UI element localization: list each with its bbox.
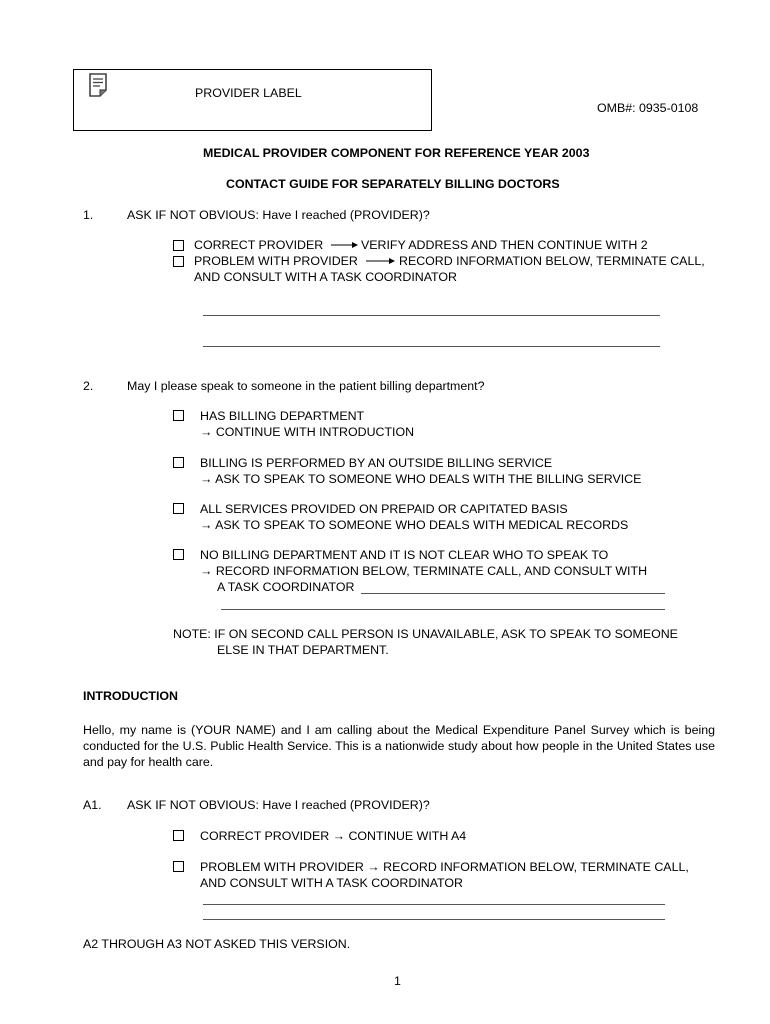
q2-opt1-action: → CONTINUE WITH INTRODUCTION <box>200 425 415 439</box>
q1-opt2-action-cont: AND CONSULT WITH A TASK COORDINATOR <box>194 270 457 284</box>
sub-title: CONTACT GUIDE FOR SEPARATELY BILLING DOCTORS <box>226 177 560 191</box>
a1-problem-provider-checkbox[interactable] <box>173 861 184 872</box>
a1-record-line-2[interactable] <box>203 919 665 920</box>
q2-has-billing-checkbox[interactable] <box>173 410 184 421</box>
introduction-text: Hello, my name is (YOUR NAME) and I am calling about the Medical Expenditure Panel Survey which is being conducted for the U.S. Public Health Service. This is a nationwide study about how people in the United States use and pay for health care. <box>83 723 715 769</box>
a1-correct-provider-checkbox[interactable] <box>173 830 184 841</box>
a2-a3-note: A2 THROUGH A3 NOT ASKED THIS VERSION. <box>83 937 351 951</box>
a1-opt2-cont: AND CONSULT WITH A TASK COORDINATOR <box>200 876 463 890</box>
q2-opt2-label: BILLING IS PERFORMED BY AN OUTSIDE BILLING SERVICE <box>200 456 553 470</box>
q2-prepaid-checkbox[interactable] <box>173 503 184 514</box>
q2-opt4-action-cont: A TASK COORDINATOR <box>217 580 355 594</box>
q1-opt1-label: CORRECT PROVIDER <box>194 238 324 252</box>
q2-opt4-label: NO BILLING DEPARTMENT AND IT IS NOT CLEAR WHO TO SPEAK TO <box>200 548 609 562</box>
a1-record-line-1[interactable] <box>203 904 665 905</box>
q2-opt2-action: → ASK TO SPEAK TO SOMEONE WHO DEALS WITH THE BILLING SERVICE <box>200 472 642 486</box>
right-arrow-icon <box>331 241 359 249</box>
omb-number: OMB#: 0935-0108 <box>597 101 699 115</box>
main-title: MEDICAL PROVIDER COMPONENT FOR REFERENCE YEAR 2003 <box>203 146 590 160</box>
a1-opt1: CORRECT PROVIDER → CONTINUE WITH A4 <box>200 829 467 843</box>
document-icon <box>88 72 110 98</box>
q2-record-line-2[interactable] <box>221 609 665 610</box>
q1-opt1-action: VERIFY ADDRESS AND THEN CONTINUE WITH 2 <box>361 238 648 252</box>
a1-number: A1. <box>83 798 102 812</box>
q2-opt4-action: → RECORD INFORMATION BELOW, TERMINATE CALL, AND CONSULT WITH <box>200 564 648 578</box>
a1-question: ASK IF NOT OBVIOUS: Have I reached (PROVIDER)? <box>127 798 430 812</box>
q1-problem-provider-checkbox[interactable] <box>173 256 184 267</box>
q2-opt3-action: → ASK TO SPEAK TO SOMEONE WHO DEALS WITH MEDICAL RECORDS <box>200 518 629 532</box>
a1-opt2: PROBLEM WITH PROVIDER → RECORD INFORMATION BELOW, TERMINATE CALL, <box>200 860 689 874</box>
right-arrow-icon <box>366 257 396 265</box>
q1-opt2-action: RECORD INFORMATION BELOW, TERMINATE CALL, <box>399 254 705 268</box>
introduction-heading: INTRODUCTION <box>83 689 178 703</box>
q2-number: 2. <box>83 379 94 393</box>
q2-note-line-1: NOTE: IF ON SECOND CALL PERSON IS UNAVAILABLE, ASK TO SPEAK TO SOMEONE <box>173 627 678 641</box>
q1-opt2-label: PROBLEM WITH PROVIDER <box>194 254 358 268</box>
page-number: 1 <box>394 974 401 988</box>
q2-question: May I please speak to someone in the patient billing department? <box>127 379 485 393</box>
q1-correct-provider-checkbox[interactable] <box>173 240 184 251</box>
q2-no-billing-checkbox[interactable] <box>173 549 184 560</box>
provider-label-text: PROVIDER LABEL <box>195 86 302 100</box>
q2-record-line-1[interactable] <box>361 593 665 594</box>
q2-outside-billing-checkbox[interactable] <box>173 457 184 468</box>
q1-question: ASK IF NOT OBVIOUS: Have I reached (PROVIDER)? <box>127 208 430 222</box>
q2-opt3-label: ALL SERVICES PROVIDED ON PREPAID OR CAPITATED BASIS <box>200 502 568 516</box>
q1-record-line-2[interactable] <box>203 346 660 347</box>
q1-record-line-1[interactable] <box>203 315 660 316</box>
q2-note-line-2: ELSE IN THAT DEPARTMENT. <box>217 643 389 657</box>
q1-number: 1. <box>83 208 94 222</box>
q2-opt1-label: HAS BILLING DEPARTMENT <box>200 409 365 423</box>
